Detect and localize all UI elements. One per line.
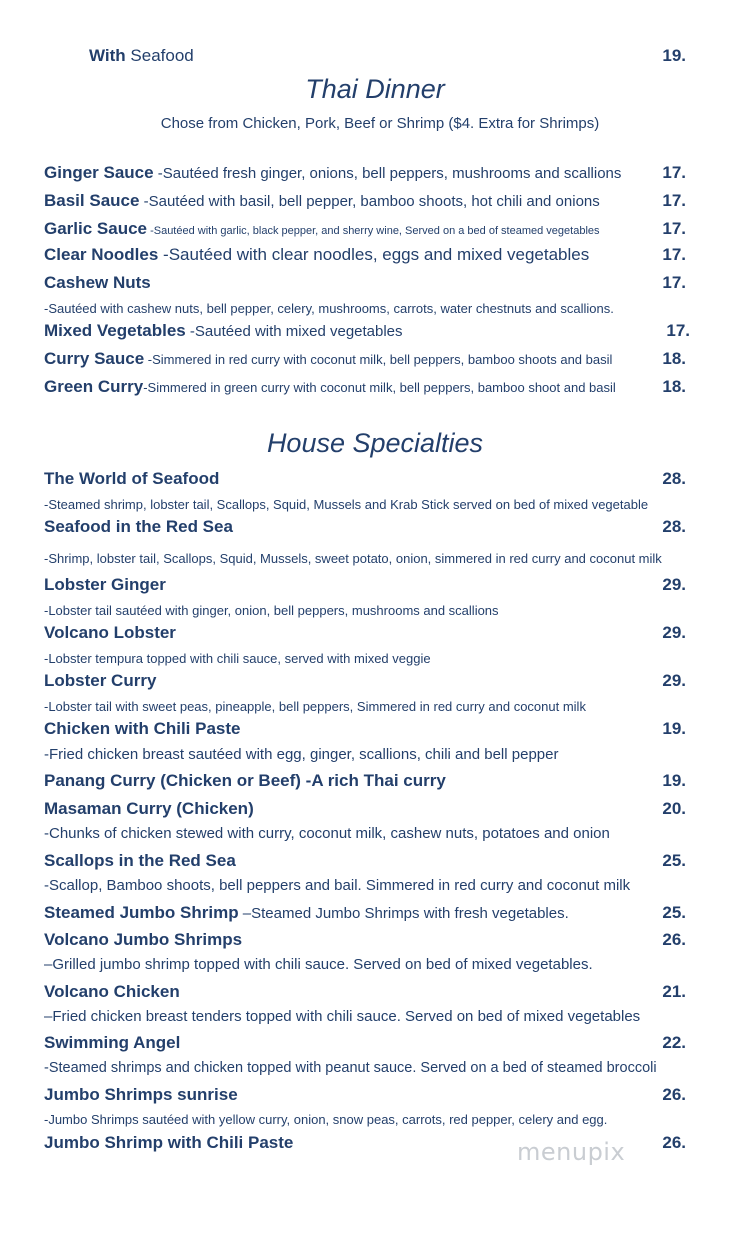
item-price: 17.: [662, 163, 686, 182]
item-name: Ginger Sauce: [44, 163, 154, 182]
item-price: 17.: [662, 273, 686, 292]
item-name: Volcano Chicken: [44, 982, 180, 1001]
item-price: 26.: [662, 930, 686, 949]
item-desc: -Sautéed with cashew nuts, bell pepper, celery, mushrooms, carrots, water chestnuts and scallions.: [44, 301, 614, 316]
item-desc: -Sautéed with mixed vegetables: [185, 323, 403, 340]
item-desc: -Steamed shrimp, lobster tail, Scallops, Squid, Mussels and Krab Stick served on bed of mixed vegetable: [44, 497, 649, 512]
item-desc: -Simmered in red curry with coconut milk, bell peppers, bamboo shoots and basil: [144, 352, 613, 367]
item-price: 19.: [662, 46, 686, 65]
menu-item-cashew-nuts: [44, 273, 686, 293]
item-name: Mixed Vegetables: [44, 321, 186, 340]
item-desc-row: [44, 1059, 686, 1077]
item-price: 17.: [662, 245, 686, 264]
item-name: Masaman Curry (Chicken): [44, 799, 254, 818]
item-desc: –Grilled jumbo shrimp topped with chili sauce. Served on bed of mixed vegetables.: [44, 956, 593, 973]
item-name: Jumbo Shrimps sunrise: [44, 1085, 238, 1104]
item-price: 26.: [662, 1085, 686, 1104]
item-price: 17.: [666, 321, 690, 340]
item-desc-row: [44, 550, 686, 568]
item-inline-desc: –Steamed Jumbo Shrimps with fresh vegetables.: [238, 905, 569, 922]
item-price: 17.: [662, 191, 686, 210]
item-name: Scallops in the Red Sea: [44, 851, 236, 870]
item-price: 19.: [662, 719, 686, 738]
menu-item-cashew-nuts-desc: [44, 300, 686, 318]
item-desc-row: [44, 956, 686, 974]
menu-item-swimming-angel: [44, 1033, 686, 1053]
item-desc-row: [44, 746, 686, 764]
item-desc-row: [44, 877, 686, 895]
item-name: Green Curry: [44, 377, 144, 396]
item-name: Panang Curry (Chicken or Beef) -A rich Thai curry: [44, 771, 446, 790]
item-price: 19.: [662, 771, 686, 790]
item-desc: -Lobster tail sautéed with ginger, onion, bell peppers, mushrooms and scallions: [44, 603, 499, 618]
menu-item-lobster-ginger: [44, 575, 686, 595]
menu-item-curry-sauce: [44, 349, 686, 369]
menu-item-chicken-chili-paste: [44, 719, 686, 739]
watermark-logo: menupix: [517, 1138, 626, 1166]
item-name: Steamed Jumbo Shrimp: [44, 903, 239, 922]
item-price: 28.: [662, 469, 686, 488]
item-name: Volcano Jumbo Shrimps: [44, 930, 243, 949]
menu-item-volcano-chicken: [44, 982, 686, 1002]
menu-item-steamed-jumbo-shrimp: [44, 903, 686, 923]
item-desc: -Shrimp, lobster tail, Scallops, Squid, Mussels, sweet potato, onion, simmered in red curry and coconut milk: [44, 551, 662, 566]
item-price: 25.: [662, 851, 686, 870]
item-name: Clear Noodles: [44, 245, 159, 264]
menu-item-scallops-red-sea: [44, 851, 686, 871]
menu-item-panang-curry: [44, 771, 686, 791]
item-desc: -Sautéed with basil, bell pepper, bamboo shoots, hot chili and onions: [139, 193, 600, 210]
item-price: 18.: [662, 377, 686, 396]
item-desc-row: [44, 1111, 686, 1129]
menu-item-masaman-curry: [44, 799, 686, 819]
item-name: The World of Seafood: [44, 469, 220, 488]
item-name-bold: With: [89, 46, 126, 65]
item-price: 26.: [662, 1133, 686, 1152]
menu-item-clear-noodles: [44, 245, 686, 265]
item-name-rest: Seafood: [125, 46, 194, 65]
item-desc: -Simmered in green curry with coconut milk, bell peppers, bamboo shoot and basil: [143, 380, 616, 395]
item-desc: -Sautéed with garlic, black pepper, and sherry wine, Served on a bed of steamed vegetables: [147, 225, 600, 237]
item-name: Volcano Lobster: [44, 623, 176, 642]
item-name: Lobster Ginger: [44, 575, 166, 594]
item-desc-row: [44, 698, 686, 716]
item-name: Cashew Nuts: [44, 273, 151, 292]
menu-item-green-curry: [44, 377, 686, 397]
menu-item-garlic-sauce: [44, 219, 686, 239]
item-name: Basil Sauce: [44, 191, 140, 210]
item-desc-row: [44, 496, 686, 514]
menu-item-jumbo-shrimps-sunrise: [44, 1085, 686, 1105]
item-price: 29.: [662, 575, 686, 594]
item-name: Swimming Angel: [44, 1033, 181, 1052]
item-name: Curry Sauce: [44, 349, 145, 368]
item-price: 29.: [662, 623, 686, 642]
item-name: Chicken with Chili Paste: [44, 719, 241, 738]
item-desc-row: [44, 1008, 686, 1026]
item-desc: -Sautéed fresh ginger, onions, bell peppers, mushrooms and scallions: [153, 165, 622, 182]
item-price: 29.: [662, 671, 686, 690]
item-name: Lobster Curry: [44, 671, 157, 690]
item-price: 18.: [662, 349, 686, 368]
section-subtitle: Chose from Chicken, Pork, Beef or Shrimp ($4. Extra for Shrimps): [160, 115, 600, 132]
item-desc: –Fried chicken breast tenders topped with chili sauce. Served on bed of mixed vegetables: [44, 1008, 641, 1025]
item-desc: -Chunks of chicken stewed with curry, coconut milk, cashew nuts, potatoes and onion: [44, 825, 610, 842]
item-name: Jumbo Shrimp with Chili Paste: [44, 1133, 294, 1152]
item-desc: -Lobster tail with sweet peas, pineapple, bell peppers, Simmered in red curry and coconut milk: [44, 699, 586, 714]
menu-item-lobster-curry: [44, 671, 686, 691]
item-desc-row: [44, 650, 686, 668]
item-name: Seafood in the Red Sea: [44, 517, 233, 536]
section-title-thai-dinner: Thai Dinner: [305, 74, 445, 104]
menu-item-basil-sauce: [44, 191, 686, 211]
item-desc: -Scallop, Bamboo shoots, bell peppers and bail. Simmered in red curry and coconut milk: [44, 877, 631, 894]
menu-item-volcano-jumbo-shrimps: [44, 930, 686, 950]
menu-item-mixed-vegetables: [44, 321, 690, 341]
item-desc: -Fried chicken breast sautéed with egg, ginger, scallions, chili and bell pepper: [44, 746, 559, 763]
item-name: Garlic Sauce: [44, 219, 148, 238]
menu-item-seafood-red-sea: [44, 517, 686, 537]
item-desc: -Steamed shrimps and chicken topped with peanut sauce. Served on a bed of steamed broccoli: [44, 1060, 657, 1076]
menu-item-volcano-lobster: [44, 623, 686, 643]
item-desc-row: [44, 825, 686, 843]
item-price: 21.: [662, 982, 686, 1001]
item-price: 25.: [662, 903, 686, 922]
item-price: 17.: [662, 219, 686, 238]
menu-item-world-of-seafood: [44, 469, 686, 489]
item-price: 28.: [662, 517, 686, 536]
item-desc: -Sautéed with clear noodles, eggs and mixed vegetables: [158, 245, 590, 264]
section-title-house-specialties: House Specialties: [266, 428, 484, 458]
item-desc: -Jumbo Shrimps sautéed with yellow curry, onion, snow peas, carrots, red pepper, celery and egg.: [44, 1112, 608, 1127]
menu-item-with-seafood: [89, 46, 686, 66]
menu-item-ginger-sauce: [44, 163, 686, 183]
item-price: 22.: [662, 1033, 686, 1052]
item-desc-row: [44, 602, 686, 620]
item-price: 20.: [662, 799, 686, 818]
item-desc: -Lobster tempura topped with chili sauce, served with mixed veggie: [44, 651, 431, 666]
